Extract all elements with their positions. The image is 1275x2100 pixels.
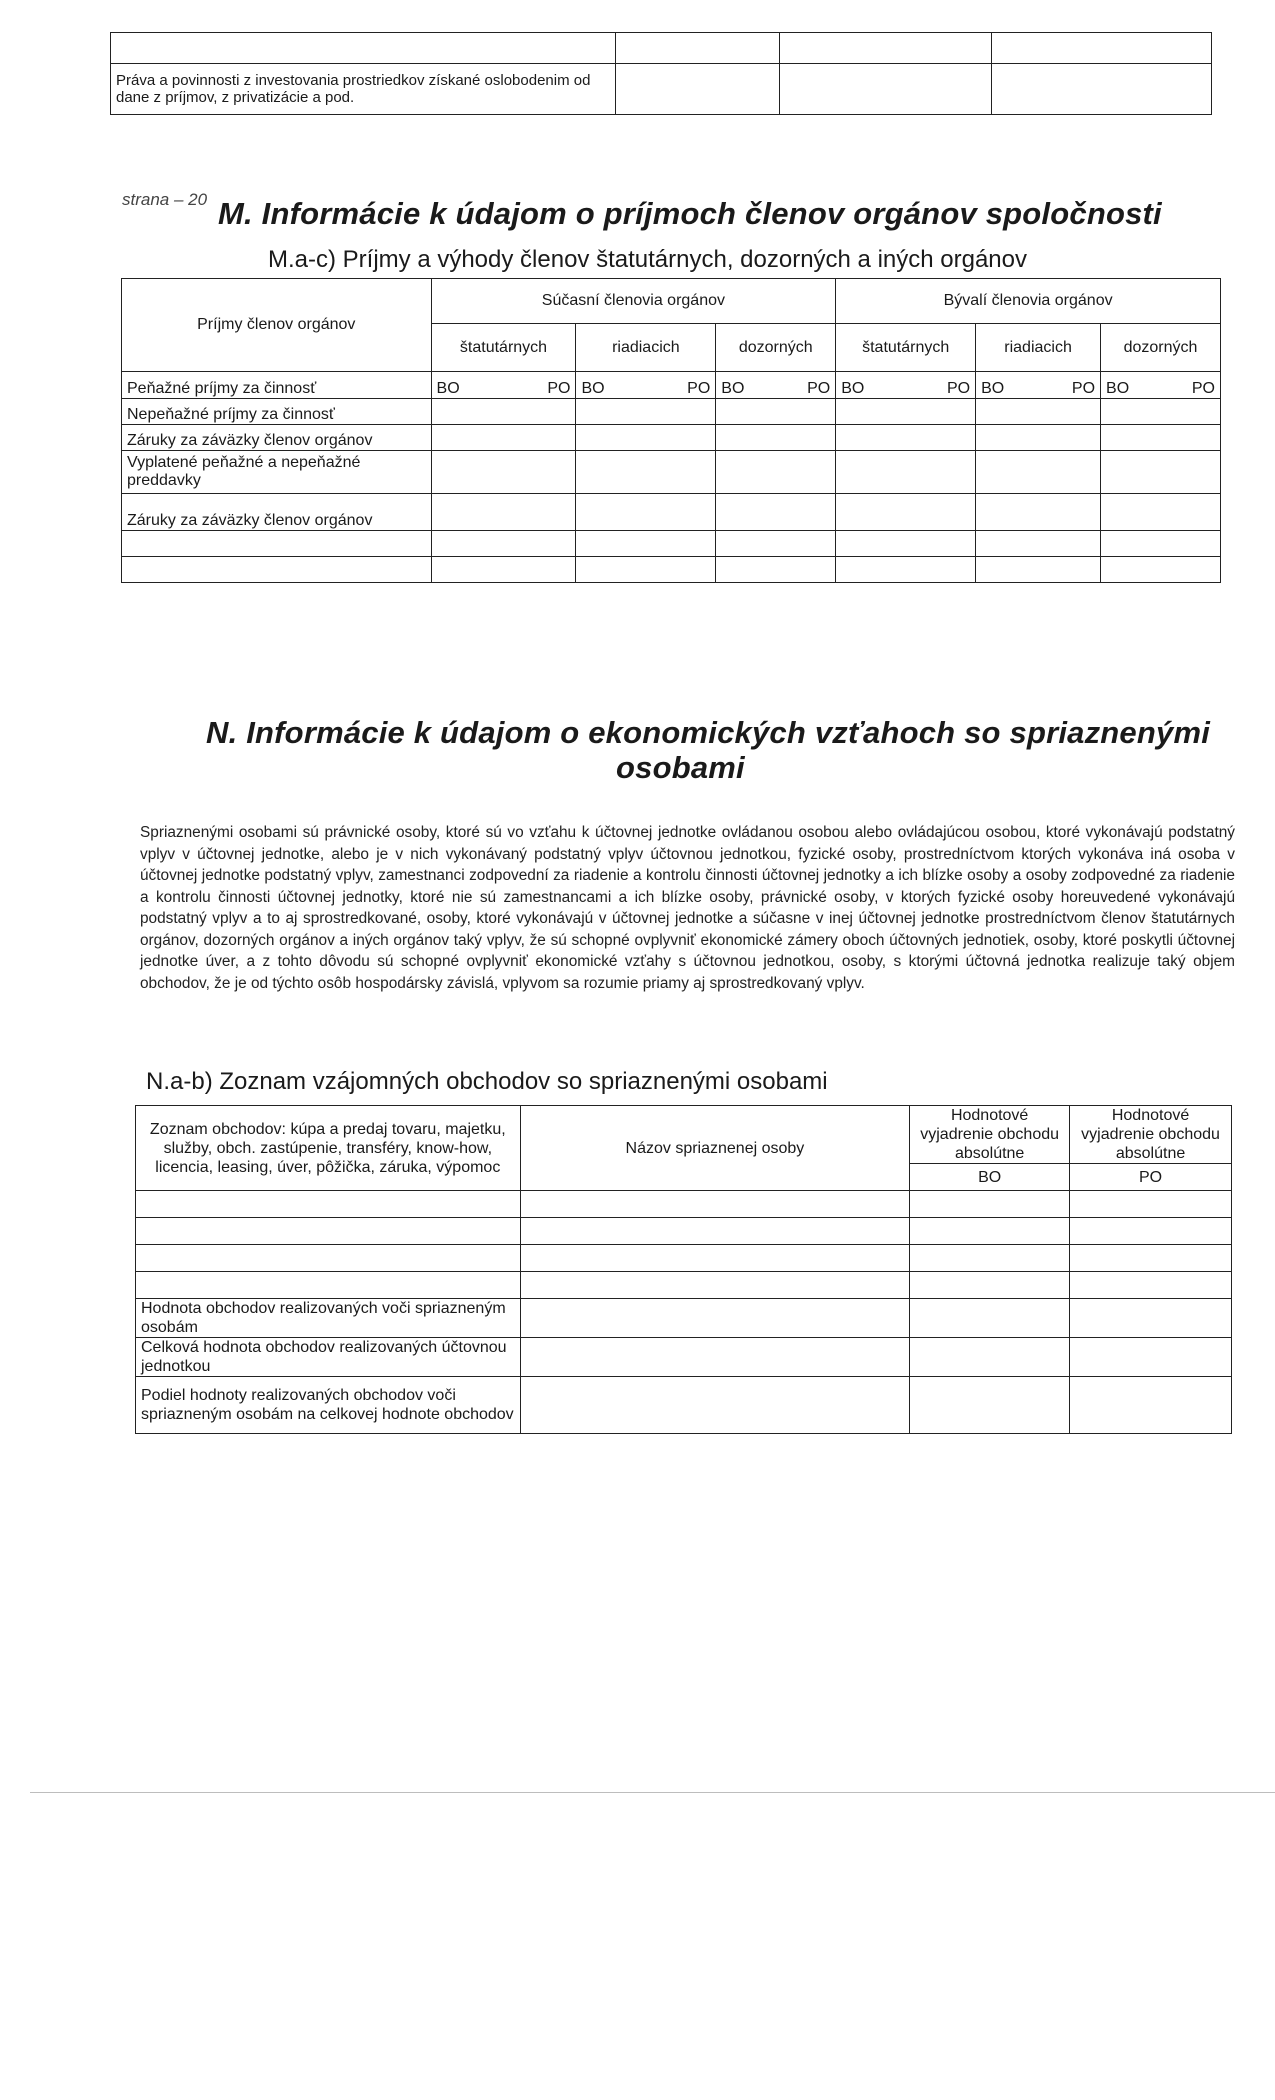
section-m-subtitle: M.a-c) Príjmy a výhody členov štatutárnych, dozorných a iných orgánov — [268, 246, 1027, 273]
subheader: dozorných — [1101, 324, 1221, 372]
members-income-table — [121, 278, 1221, 583]
table-header-row — [136, 1106, 1232, 1164]
summary-row-label: Hodnota obchodov realizovaných voči spriazneným osobám — [136, 1299, 521, 1338]
table-row — [136, 1245, 1232, 1272]
po-label: PO — [1071, 380, 1096, 397]
row-label: Peňažné príjmy za činnosť — [122, 372, 432, 399]
row-label: Vyplatené peňažné a nepeňažné preddavky — [122, 451, 432, 494]
po-label: PO — [687, 380, 711, 397]
table-row — [122, 557, 1221, 583]
bo-label: BO — [841, 380, 865, 397]
table-row — [136, 1191, 1232, 1218]
table-header-row — [122, 279, 1221, 324]
row-label: Záruky za záväzky členov orgánov — [122, 425, 432, 451]
transactions-list-header: Zoznam obchodov: kúpa a predaj tovaru, majetku, služby, obch. zastúpenie, transféry, know-how, licencia, leasing, úver, pôžička, záruka, výpomoc — [136, 1106, 521, 1191]
subheader: štatutárnych — [836, 324, 976, 372]
previous-section-table — [110, 32, 1212, 115]
row-header: Príjmy členov orgánov — [122, 279, 432, 372]
table-row — [136, 1377, 1232, 1434]
row-label — [122, 531, 432, 557]
po-label: PO — [1070, 1164, 1232, 1191]
table-row — [136, 1272, 1232, 1299]
po-label: PO — [807, 380, 831, 397]
table-row — [122, 531, 1221, 557]
po-label: PO — [1191, 380, 1215, 397]
table-row — [122, 372, 1221, 399]
section-m-title: M. Informácie k údajom o príjmoch členov orgánov spoločnosti — [218, 196, 1162, 231]
table-row — [136, 1218, 1232, 1245]
subheader: riadiacich — [576, 324, 716, 372]
group-former-members: Bývalí členovia orgánov — [836, 279, 1221, 324]
table-row — [122, 425, 1221, 451]
section-n-subtitle: N.a-b) Zoznam vzájomných obchodov so spriaznenými osobami — [146, 1068, 828, 1095]
table-row — [136, 1338, 1232, 1377]
row-label: Práva a povinnosti z investovania prostriedkov získané oslobodenim od dane z príjmov, z privatizácie a pod. — [111, 64, 616, 115]
po-label: PO — [547, 380, 571, 397]
subheader: štatutárnych — [431, 324, 576, 372]
bo-label: BO — [721, 380, 745, 397]
table-row — [111, 33, 1212, 64]
po-label: PO — [947, 380, 971, 397]
table-row — [122, 399, 1221, 425]
row-label: Záruky za záväzky členov orgánov — [122, 494, 432, 531]
related-party-transactions-table — [135, 1105, 1232, 1434]
bo-label: BO — [981, 380, 1005, 397]
related-party-name-header: Názov spriaznenej osoby — [520, 1106, 910, 1191]
bo-label: BO — [1106, 380, 1130, 397]
summary-row-label: Celková hodnota obchodov realizovaných účtovnou jednotkou — [136, 1338, 521, 1377]
summary-row-label: Podiel hodnoty realizovaných obchodov voči spriazneným osobám na celkovej hodnote obchodov — [136, 1377, 521, 1434]
table-row — [111, 64, 1212, 115]
subheader: riadiacich — [976, 324, 1101, 372]
group-current-members: Súčasní členovia orgánov — [431, 279, 836, 324]
value-previous-header: Hodnotové vyjadrenie obchodu absolútne — [1070, 1106, 1232, 1164]
page-number: strana – 20 — [122, 190, 208, 209]
bo-label: BO — [581, 380, 605, 397]
section-n-title-line2: osobami — [616, 750, 745, 785]
value-current-header: Hodnotové vyjadrenie obchodu absolútne — [910, 1106, 1070, 1164]
subheader: dozorných — [716, 324, 836, 372]
table-row — [122, 451, 1221, 494]
row-label: Nepeňažné príjmy za činnosť — [122, 399, 432, 425]
table-row — [122, 494, 1221, 531]
bo-label: BO — [436, 380, 460, 397]
bo-label: BO — [910, 1164, 1070, 1191]
definition-paragraph: Spriaznenými osobami sú právnické osoby, ktoré sú vo vzťahu k účtovnej jednotke ovládanou osobou alebo ovládajúcou osobou, ktoré vykonávajú podstatný vplyv v účtovnej jednotke, alebo je v nich vykonávaný podstatný vplyv účtovnou jednotkou, fyzické osoby, prostredníctvom ktorých vykonáva iná osoba v účtovnej jednotke podstatný vplyv, zamestnanci zodpovední za riadenie a kontrolu činnosti účtovnej jednotky a ich blízke osoby a osoby zodpovedné za riadenie a kontrolu činnosti účtovnej jednotky, ktoré nie sú zamestnancami a ich blízke osoby, právnické osoby, v ktorých fyzické osoby horeuvedené vykonávajú podstatný vplyv a to aj sprostredkované, osoby, ktoré vykonávajú v účtovnej jednotke a súčasne v inej účtovnej jednotke prostredníctvom členov štatutárnych orgánov, dozorných orgánov a iných orgánov taký vplyv, že sú schopné ovplyvniť ekonomické zámery oboch účtovných jednotiek, osoby, ktoré poskytli účtovnej jednotke úver, a z tohto dôvodu sú schopné ovplyvniť ekonomické vzťahy s účtovnou jednotkou, osoby, s ktorými účtovná jednotka realizuje taký objem obchodov, že je od týchto osôb hospodársky závislá, vplyvom sa rozumie priamy aj sprostredkovaný vplyv. — [140, 824, 1235, 992]
table-row — [136, 1299, 1232, 1338]
section-n-title: N. Informácie k údajom o ekonomických vzťahoch so spriaznenými — [206, 715, 1211, 750]
page-bottom-rule — [30, 1792, 1275, 1793]
